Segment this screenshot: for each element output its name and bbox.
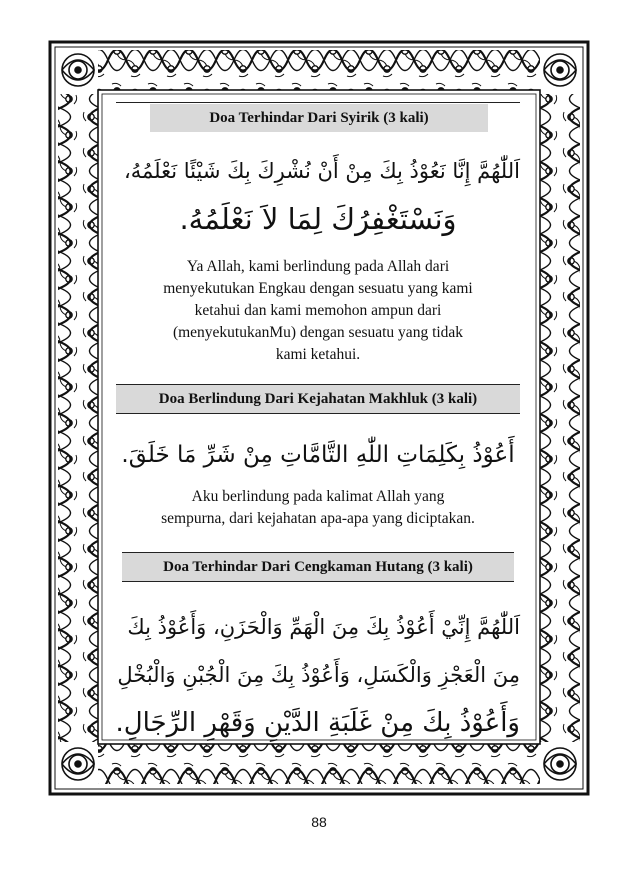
- page-content: [116, 96, 520, 796]
- corner-ornament-bottom-left: [62, 748, 94, 780]
- corner-ornament-top-left: [62, 54, 94, 86]
- section-heading-kejahatan-makhluk: Doa Berlindung Dari Kejahatan Makhluk (3 kali): [116, 384, 520, 414]
- section-heading-cengkaman-hutang: Doa Terhindar Dari Cengkaman Hutang (3 kali): [122, 552, 514, 582]
- corner-ornament-top-right: [544, 54, 576, 86]
- page-number: 88: [311, 814, 327, 830]
- translation-line: Aku berlindung pada kalimat Allah yang: [191, 488, 445, 505]
- arabic-line: مِنَ الْعَجْزِ وَالْكَسَلِ، وَأَعُوْذُ بِكَ مِنَ الْجُبْنِ وَالْبُخْلِ: [117, 663, 520, 687]
- translation-line: kami ketahui.: [275, 346, 361, 363]
- corner-ornament-bottom-right: [544, 748, 576, 780]
- arabic-line: وَنَسْتَغْفِرُكَ لِمَا لاَ نَعْلَمُهُ.: [179, 202, 457, 236]
- arabic-line: أَعُوْذُ بِكَلِمَاتِ اللّٰهِ التَّامَّاتِ مِنْ شَرِّ مَا خَلَقَ.: [121, 442, 515, 468]
- translation-line: ketahui dan kami memohon ampun dari: [194, 302, 442, 319]
- translation-line: (menyekutukanMu) dengan sesuatu yang tidak: [172, 324, 464, 341]
- arabic-line: وَأَعُوْذُ بِكَ مِنْ غَلَبَةِ الدَّيْنِ وَقَهْرِ الرِّجَالِ.: [115, 708, 520, 738]
- translation-line: Ya Allah, kami berlindung pada Allah dari: [186, 258, 450, 275]
- translation-line: menyekutukan Engkau dengan sesuatu yang kami: [163, 280, 473, 297]
- top-rule: [116, 102, 520, 103]
- arabic-line: اَللّٰهُمَّ إِنِّيْ أَعُوْذُ بِكَ مِنَ الْهَمِّ وَالْحَزَنِ، وَأَعُوْذُ بِكَ: [127, 615, 520, 639]
- arabic-line: اَللّٰهُمَّ إِنَّا نَعُوْذُ بِكَ مِنْ أَنْ نُشْرِكَ بِكَ شَيْئًا نَعْلَمُهُ،: [124, 159, 520, 183]
- translation-line: sempurna, dari kejahatan apa-apa yang diciptakan.: [161, 510, 475, 527]
- section-heading-syirik: Doa Terhindar Dari Syirik (3 kali): [150, 104, 488, 132]
